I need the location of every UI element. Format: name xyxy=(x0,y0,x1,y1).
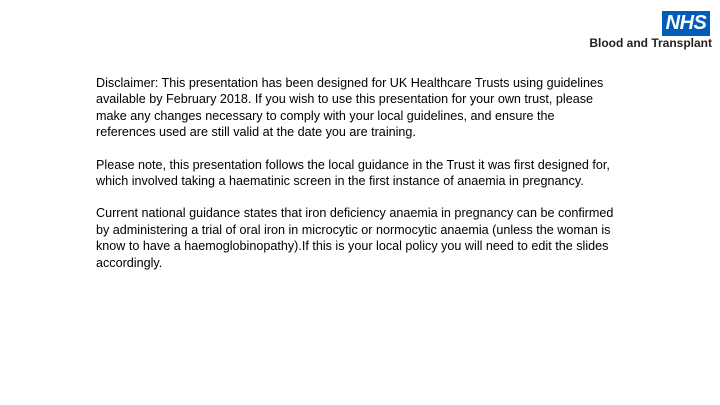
disclaimer-paragraph: Disclaimer: This presentation has been designed for UK Healthcare Trusts using guidelines available by February 2018. If you wish to use this presentation for your own trust, please make any changes necessary to comply with your local guidelines, and ensure the references used are still valid at the date you are training. xyxy=(96,76,604,140)
slide-body xyxy=(96,75,616,287)
national-guidance-paragraph: Current national guidance states that iron deficiency anaemia in pregnancy can be confirmed by administering a trial of oral iron in microcytic or normocytic anaemia (unless the woman is know to have a haemoglobinopathy).If this is your local policy you will need to edit the slides accordingly. xyxy=(96,206,614,270)
local-guidance-paragraph: Please note, this presentation follows the local guidance in the Trust it was first designed for, which involved taking a haematinic screen in the first instance of anaemia in pregnancy. xyxy=(96,157,610,189)
nhs-blood-and-transplant-logo xyxy=(582,8,712,48)
nhs-logo-badge: NHS xyxy=(662,11,710,36)
organisation-name: Blood and Transplant xyxy=(589,36,712,50)
